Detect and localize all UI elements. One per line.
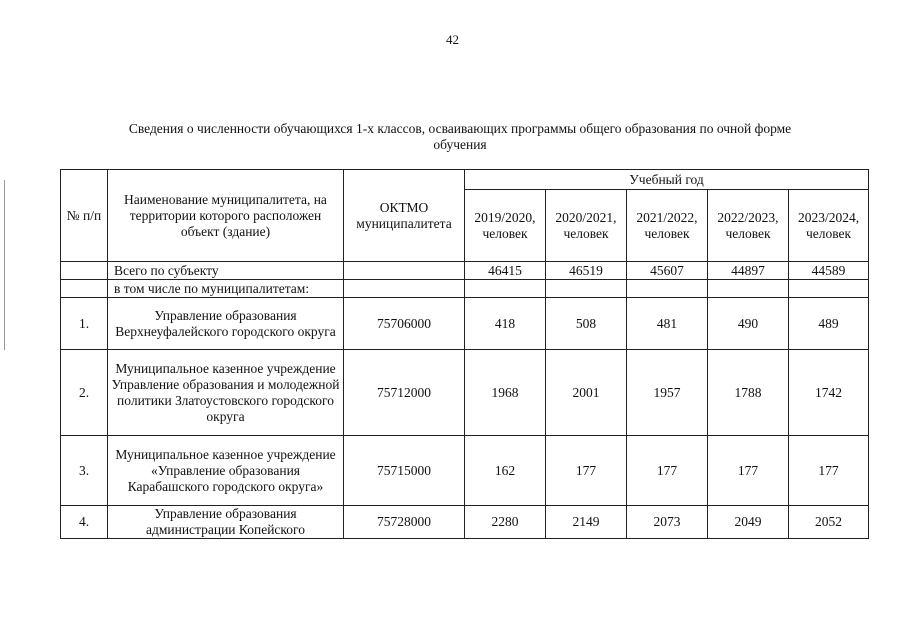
header-oktmo: ОКТМО муниципалитета (344, 170, 465, 262)
header-year: 2021/2022, человек (627, 190, 708, 262)
scan-margin-line (4, 180, 5, 350)
total-row (61, 262, 869, 280)
row-value: 1788 (708, 350, 789, 436)
row-value: 2001 (546, 350, 627, 436)
row-value: 2149 (546, 506, 627, 539)
subheader-label: в том числе по муниципалитетам: (108, 280, 344, 298)
table-cell (344, 262, 465, 280)
total-label: Всего по субъекту (108, 262, 344, 280)
table-cell (344, 280, 465, 298)
row-value: 162 (465, 436, 546, 506)
total-value: 44897 (708, 262, 789, 280)
table-row (61, 350, 869, 436)
table-row (61, 298, 869, 350)
table-cell (789, 280, 869, 298)
row-name: Муниципальное казенное учреждение «Управление образования Карабашского городского округа» (108, 436, 344, 506)
statistics-table (60, 169, 869, 539)
total-value: 46519 (546, 262, 627, 280)
subheader-row (61, 280, 869, 298)
row-value: 2049 (708, 506, 789, 539)
row-value: 490 (708, 298, 789, 350)
table-cell (465, 280, 546, 298)
row-num: 3. (61, 436, 108, 506)
row-value: 508 (546, 298, 627, 350)
header-row-1 (61, 170, 869, 190)
row-value: 1957 (627, 350, 708, 436)
row-oktmo: 75712000 (344, 350, 465, 436)
row-value: 489 (789, 298, 869, 350)
row-value: 177 (627, 436, 708, 506)
row-value: 1742 (789, 350, 869, 436)
header-num: № п/п (61, 170, 108, 262)
row-value: 2280 (465, 506, 546, 539)
document-title (60, 121, 860, 153)
title-line-2: обучения (433, 137, 487, 152)
total-value: 44589 (789, 262, 869, 280)
table-cell (546, 280, 627, 298)
row-value: 177 (708, 436, 789, 506)
table-cell (708, 280, 789, 298)
header-name: Наименование муниципалитета, на территории которого расположен объект (здание) (108, 170, 344, 262)
header-year-group: Учебный год (465, 170, 869, 190)
row-oktmo: 75715000 (344, 436, 465, 506)
row-oktmo: 75706000 (344, 298, 465, 350)
row-value: 481 (627, 298, 708, 350)
row-value: 1968 (465, 350, 546, 436)
row-name: Муниципальное казенное учреждение Управление образования и молодежной политики Златоустовского городского округа (108, 350, 344, 436)
row-name: Управление образования Верхнеуфалейского городского округа (108, 298, 344, 350)
page-number: 42 (446, 32, 459, 47)
row-value: 418 (465, 298, 546, 350)
row-num: 4. (61, 506, 108, 539)
header-year: 2022/2023, человек (708, 190, 789, 262)
title-line-1: Сведения о численности обучающихся 1-х классов, осваивающих программы общего образования по очной форме (128, 121, 792, 136)
table-cell (61, 280, 108, 298)
row-num: 2. (61, 350, 108, 436)
header-year: 2023/2024, человек (789, 190, 869, 262)
total-value: 45607 (627, 262, 708, 280)
row-value: 2052 (789, 506, 869, 539)
header-year: 2020/2021, человек (546, 190, 627, 262)
table-row (61, 436, 869, 506)
header-year: 2019/2020, человек (465, 190, 546, 262)
table-cell (627, 280, 708, 298)
row-num: 1. (61, 298, 108, 350)
row-oktmo: 75728000 (344, 506, 465, 539)
total-value: 46415 (465, 262, 546, 280)
table-row (61, 506, 869, 539)
row-value: 2073 (627, 506, 708, 539)
row-value: 177 (789, 436, 869, 506)
table-cell (61, 262, 108, 280)
row-value: 177 (546, 436, 627, 506)
row-name: Управление образования администрации Копейского (108, 506, 344, 539)
